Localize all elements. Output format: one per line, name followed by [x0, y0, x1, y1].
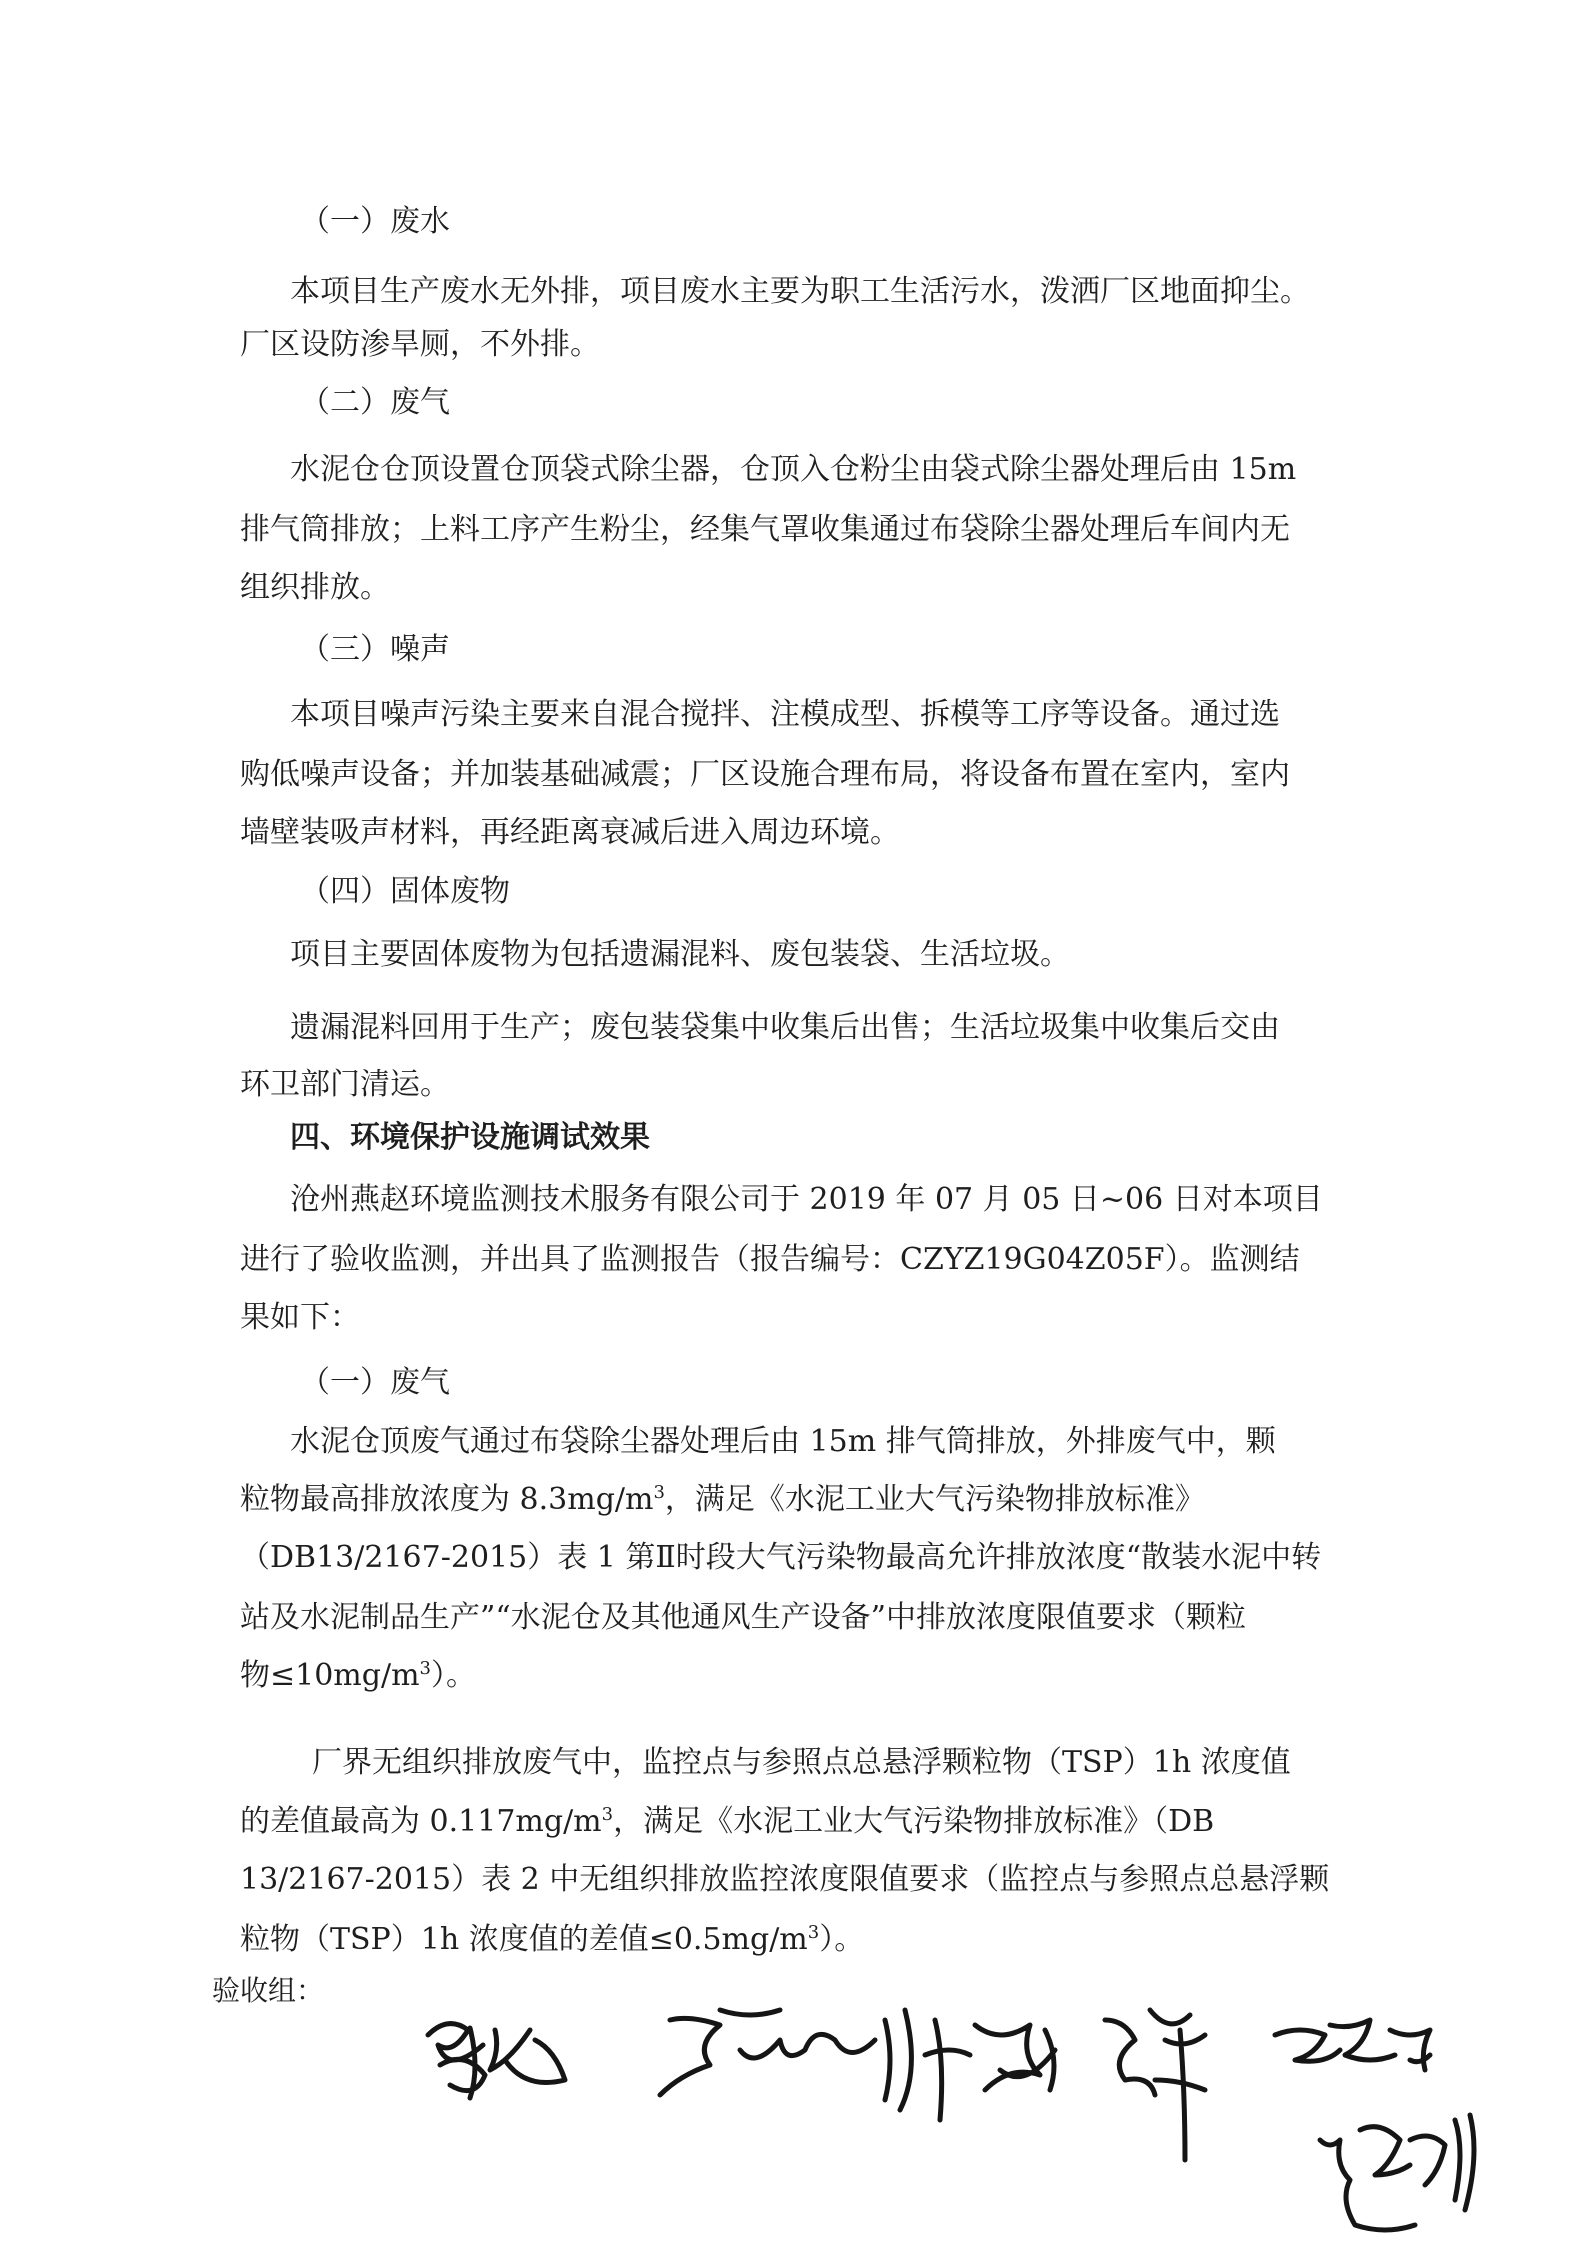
paragraph-line: 物$\le 10mg/m^3$）。: [240, 1658, 476, 1693]
paragraph-line: 13/2167-2015）表 2 中无组织排放监控浓度限值要求（监控点与参照点总悬浮颗: [240, 1862, 1330, 1897]
paragraph-line: 进行了验收监测，并出具了监测报告（报告编号：CZYZ19G04Z05F）。监测结: [240, 1242, 1300, 1277]
paragraph-line: 本项目噪声污染主要来自混合搅拌、注模成型、拆模等工序等设备。通过选: [290, 697, 1280, 732]
paragraph-line: 组织排放。: [240, 570, 390, 605]
paragraph-line: 本项目生产废水无外排，项目废水主要为职工生活污水，泼洒厂区地面抑尘。: [290, 274, 1310, 309]
paragraph-line: 站及水泥制品生产”“水泥仓及其他通风生产设备”中排放浓度限值要求（颗粒: [240, 1600, 1247, 1635]
paragraph-line: 厂区设防渗旱厕，不外排。: [240, 327, 600, 362]
signature-3: [925, 2020, 1055, 2120]
section-wastewater-heading: （一）废水: [300, 204, 450, 239]
section-four-heading: 四、环境保护设施调试效果: [290, 1120, 650, 1155]
paragraph-line: 购低噪声设备；并加装基础减震；厂区设施合理布局，将设备布置在室内，室内: [240, 757, 1290, 792]
paragraph-line: 粒物最高排放浓度为 $8.3mg/m^3$，满足《水泥工业大气污染物排放标准》: [240, 1482, 1205, 1517]
section-noise-heading: （三）噪声: [300, 632, 450, 667]
paragraph-line: 的差值最高为 $0.117mg/m^3$，满足《水泥工业大气污染物排放标准》（DB: [240, 1804, 1215, 1839]
paragraph-line: （DB13/2167-2015）表 1 第Ⅱ时段大气污染物最高允许排放浓度“散装水泥中转: [240, 1540, 1322, 1575]
paragraph-line: 粒物（TSP）1h 浓度值的差值$\le 0.5mg/m^3$）。: [240, 1922, 865, 1957]
section-solid-waste-heading: （四）固体废物: [300, 874, 510, 909]
paragraph-line: 水泥仓仓顶设置仓顶袋式除尘器，仓顶入仓粉尘由袋式除尘器处理后由 15m: [290, 452, 1297, 487]
paragraph-line: 遗漏混料回用于生产；废包装袋集中收集后出售；生活垃圾集中收集后交由: [290, 1010, 1280, 1045]
subsection-exhaust-heading: （一）废气: [300, 1365, 450, 1400]
paragraph-line: 果如下：: [240, 1300, 360, 1335]
paragraph-line: 环卫部门清运。: [240, 1067, 450, 1102]
signature-5: [1275, 2020, 1430, 2070]
paragraph-line: 沧州燕赵环境监测技术服务有限公司于 2019 年 07 月 05 日~06 日对本项目: [290, 1182, 1323, 1217]
paragraph-line: 厂界无组织排放废气中，监控点与参照点总悬浮颗粒物（TSP）1h 浓度值: [312, 1745, 1291, 1780]
signature-1: [428, 2024, 565, 2098]
paragraph-line: 排气筒排放；上料工序产生粉尘，经集气罩收集通过布袋除尘器处理后车间内无: [240, 512, 1290, 547]
paragraph-line: 墙壁装吸声材料，再经距离衰减后进入周边环境。: [240, 815, 900, 850]
signature-6: [1320, 2115, 1474, 2230]
paragraph-line: 项目主要固体废物为包括遗漏混料、废包装袋、生活垃圾。: [290, 937, 1070, 972]
signature-4: [1105, 2010, 1205, 2160]
signature-label: 验收组：: [212, 1974, 325, 2007]
signature-2: [660, 2010, 911, 2110]
section-exhaust-heading: （二）废气: [300, 385, 450, 420]
paragraph-line: 水泥仓顶废气通过布袋除尘器处理后由 15m 排气筒排放，外排废气中，颗: [290, 1424, 1276, 1459]
